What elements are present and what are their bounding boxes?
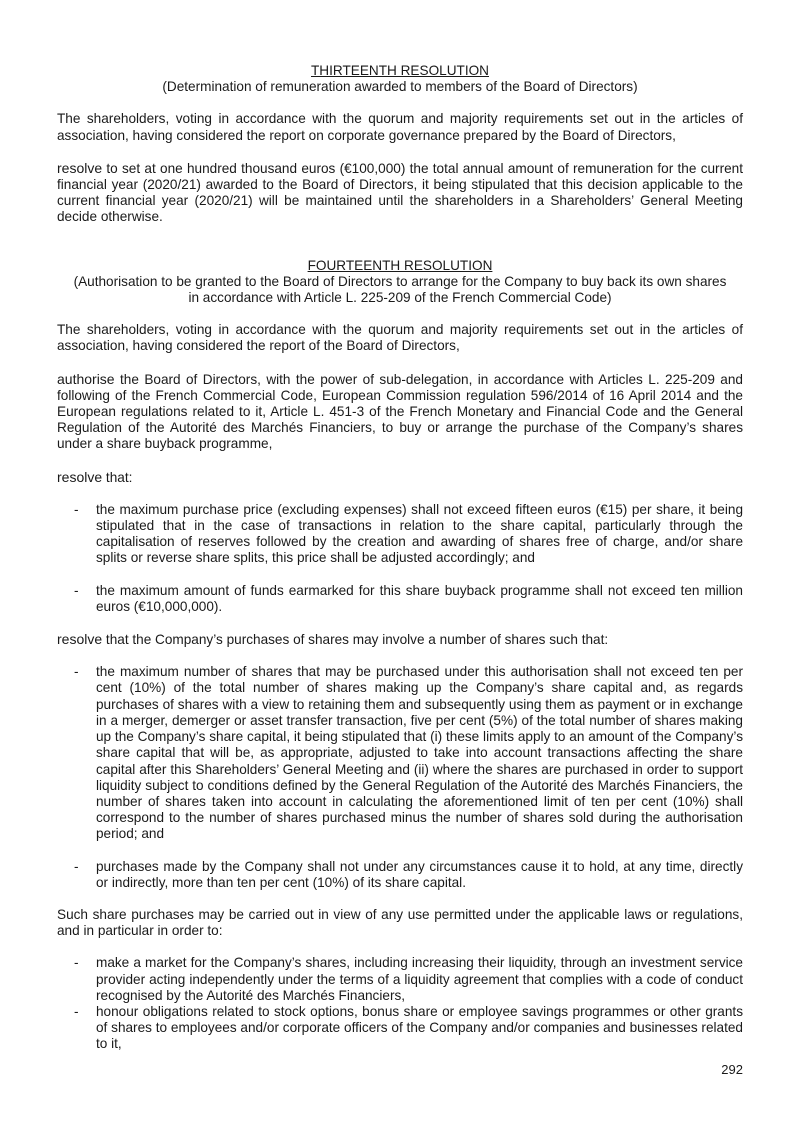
list-item [57,1004,743,1053]
page-number: 292 [721,1062,743,1077]
resolve-text: to set at one hundred thousand euros (€100,000) the total annual amount of remuneration for the current financial year (2020/21) awarded to the Board of Directors, it being stipulated that this decision applicable to the current financial year (2020/21) will be maintained until the shareholders in a Shareholders’ General Meeting decide otherwise. [57,160,743,225]
list-item [57,664,743,842]
resolve-keyword: resolve [57,631,103,648]
list-item [57,583,743,615]
thirteenth-resolution-intro: The shareholders, voting in accordance with the quorum and majority requirements set out in the articles of association, having considered the report on corporate governance prepared by the Board of Directors, [57,111,743,143]
share-limits-list [57,664,743,891]
purposes-intro: Such share purchases may be carried out in view of any use permitted under the applicable laws or regulations, and in particular in order to: [57,906,743,939]
fourteenth-resolution-subtitle-line-2: in accordance with Article L. 225-209 of the French Commercial Code) [188,290,612,306]
resolve-that-paragraph [57,469,743,486]
authorise-keyword: authorise [57,370,115,387]
list-item-text: honour obligations related to stock options, bonus share or employee savings programmes or other grants of shares to employees and/or corporate officers of the Company and/or companies and businesses related to it, [96,1003,743,1052]
list-item-text: purchases made by the Company shall not under any circumstances cause it to hold, at any time, directly or indirectly, more than ten per cent (10%) of its share capital. [96,858,743,890]
list-item [57,859,743,891]
purchase-price-conditions-list [57,502,743,615]
resolve-purchases-text: that the Company’s purchases of shares may involve a number of shares such that: [102,632,609,648]
thirteenth-resolution-resolve-paragraph [57,160,743,226]
list-item-text: make a market for the Company’s shares, including increasing their liquidity, through an investment service provider acting independently under the terms of a liquidity agreement that complies with a code of conduct recognised by the Autorité des Marchés Financiers, [96,955,743,1003]
fourteenth-resolution-intro: The shareholders, voting in accordance with the quorum and majority requirements set out in the articles of association, having considered the report of the Board of Directors, [57,322,743,354]
bullet-dash: - [74,664,79,680]
thirteenth-resolution-subtitle: (Determination of remuneration awarded to members of the Board of Directors) [162,79,638,95]
resolve-keyword: resolve [57,468,103,485]
resolve-that-text: that: [102,469,133,485]
bullet-dash: - [74,501,79,517]
list-item [57,955,743,1004]
bullet-dash: - [74,1003,79,1019]
authorise-paragraph [57,371,743,453]
fourteenth-resolution-title: FOURTEENTH RESOLUTION [307,257,493,273]
list-item-text: the maximum number of shares that may be purchased under this authorisation shall not exceed ten per cent (10%) of the total number of shares making up the Company’s share capital and, as regards purchases of shares with a view to retaining them and subsequently using them as payment or in exchange in a merger, demerger or asset transfer transaction, five per cent (5%) of the total number of shares making up the Company’s share capital, it being stipulated that (i) these limits apply to an amount of the Company’s share capital that will be, as appropriate, adjusted to take into account transactions affecting the share capital after this Shareholders’ General Meeting and (ii) where the shares are purchased in order to support liquidity subject to conditions defined by the General Regulation of the Autorité des Marchés Financiers, the number of shares taken into account in calculating the aforementioned limit of ten per cent (10%) shall correspond to the number of shares purchased minus the number of shares sold during the authorisation period; and [96,664,743,842]
resolve-keyword: resolve [57,159,103,176]
resolve-purchases-paragraph [57,631,743,648]
bullet-dash: - [74,858,79,874]
bullet-dash: - [74,955,79,971]
list-item [57,502,743,567]
document-body [57,63,743,1053]
authorise-text: the Board of Directors, with the power of sub-delegation, in accordance with Articles L. 225-209 and following of the French Commercial Code, European Commission regulation 596/2014 of 16 April 2014 and the European regulations related to it, Article L. 451-3 of the French Monetary and Financial Code and the General Regulation of the Autorité des Marchés Financiers, to buy or arrange the purchase of the Company’s shares under a share buyback programme, [57,371,743,452]
purposes-list [57,955,743,1052]
fourteenth-resolution-subtitle-line-1: (Authorisation to be granted to the Board of Directors to arrange for the Company to buy back its own shares [73,273,727,289]
list-item-text: the maximum purchase price (excluding expenses) shall not exceed fifteen euros (€15) per share, it being stipulated that in the case of transactions in relation to the share capital, particularly through the capitalisation of reserves followed by the creation and awarding of shares free of charge, and/or share splits or reverse share splits, this price shall be adjusted accordingly; and [96,501,743,566]
thirteenth-resolution-title: THIRTEENTH RESOLUTION [311,63,489,78]
list-item-text: the maximum amount of funds earmarked for this share buyback programme shall not exceed ten million euros (€10,000,000). [96,582,743,614]
bullet-dash: - [74,582,79,598]
